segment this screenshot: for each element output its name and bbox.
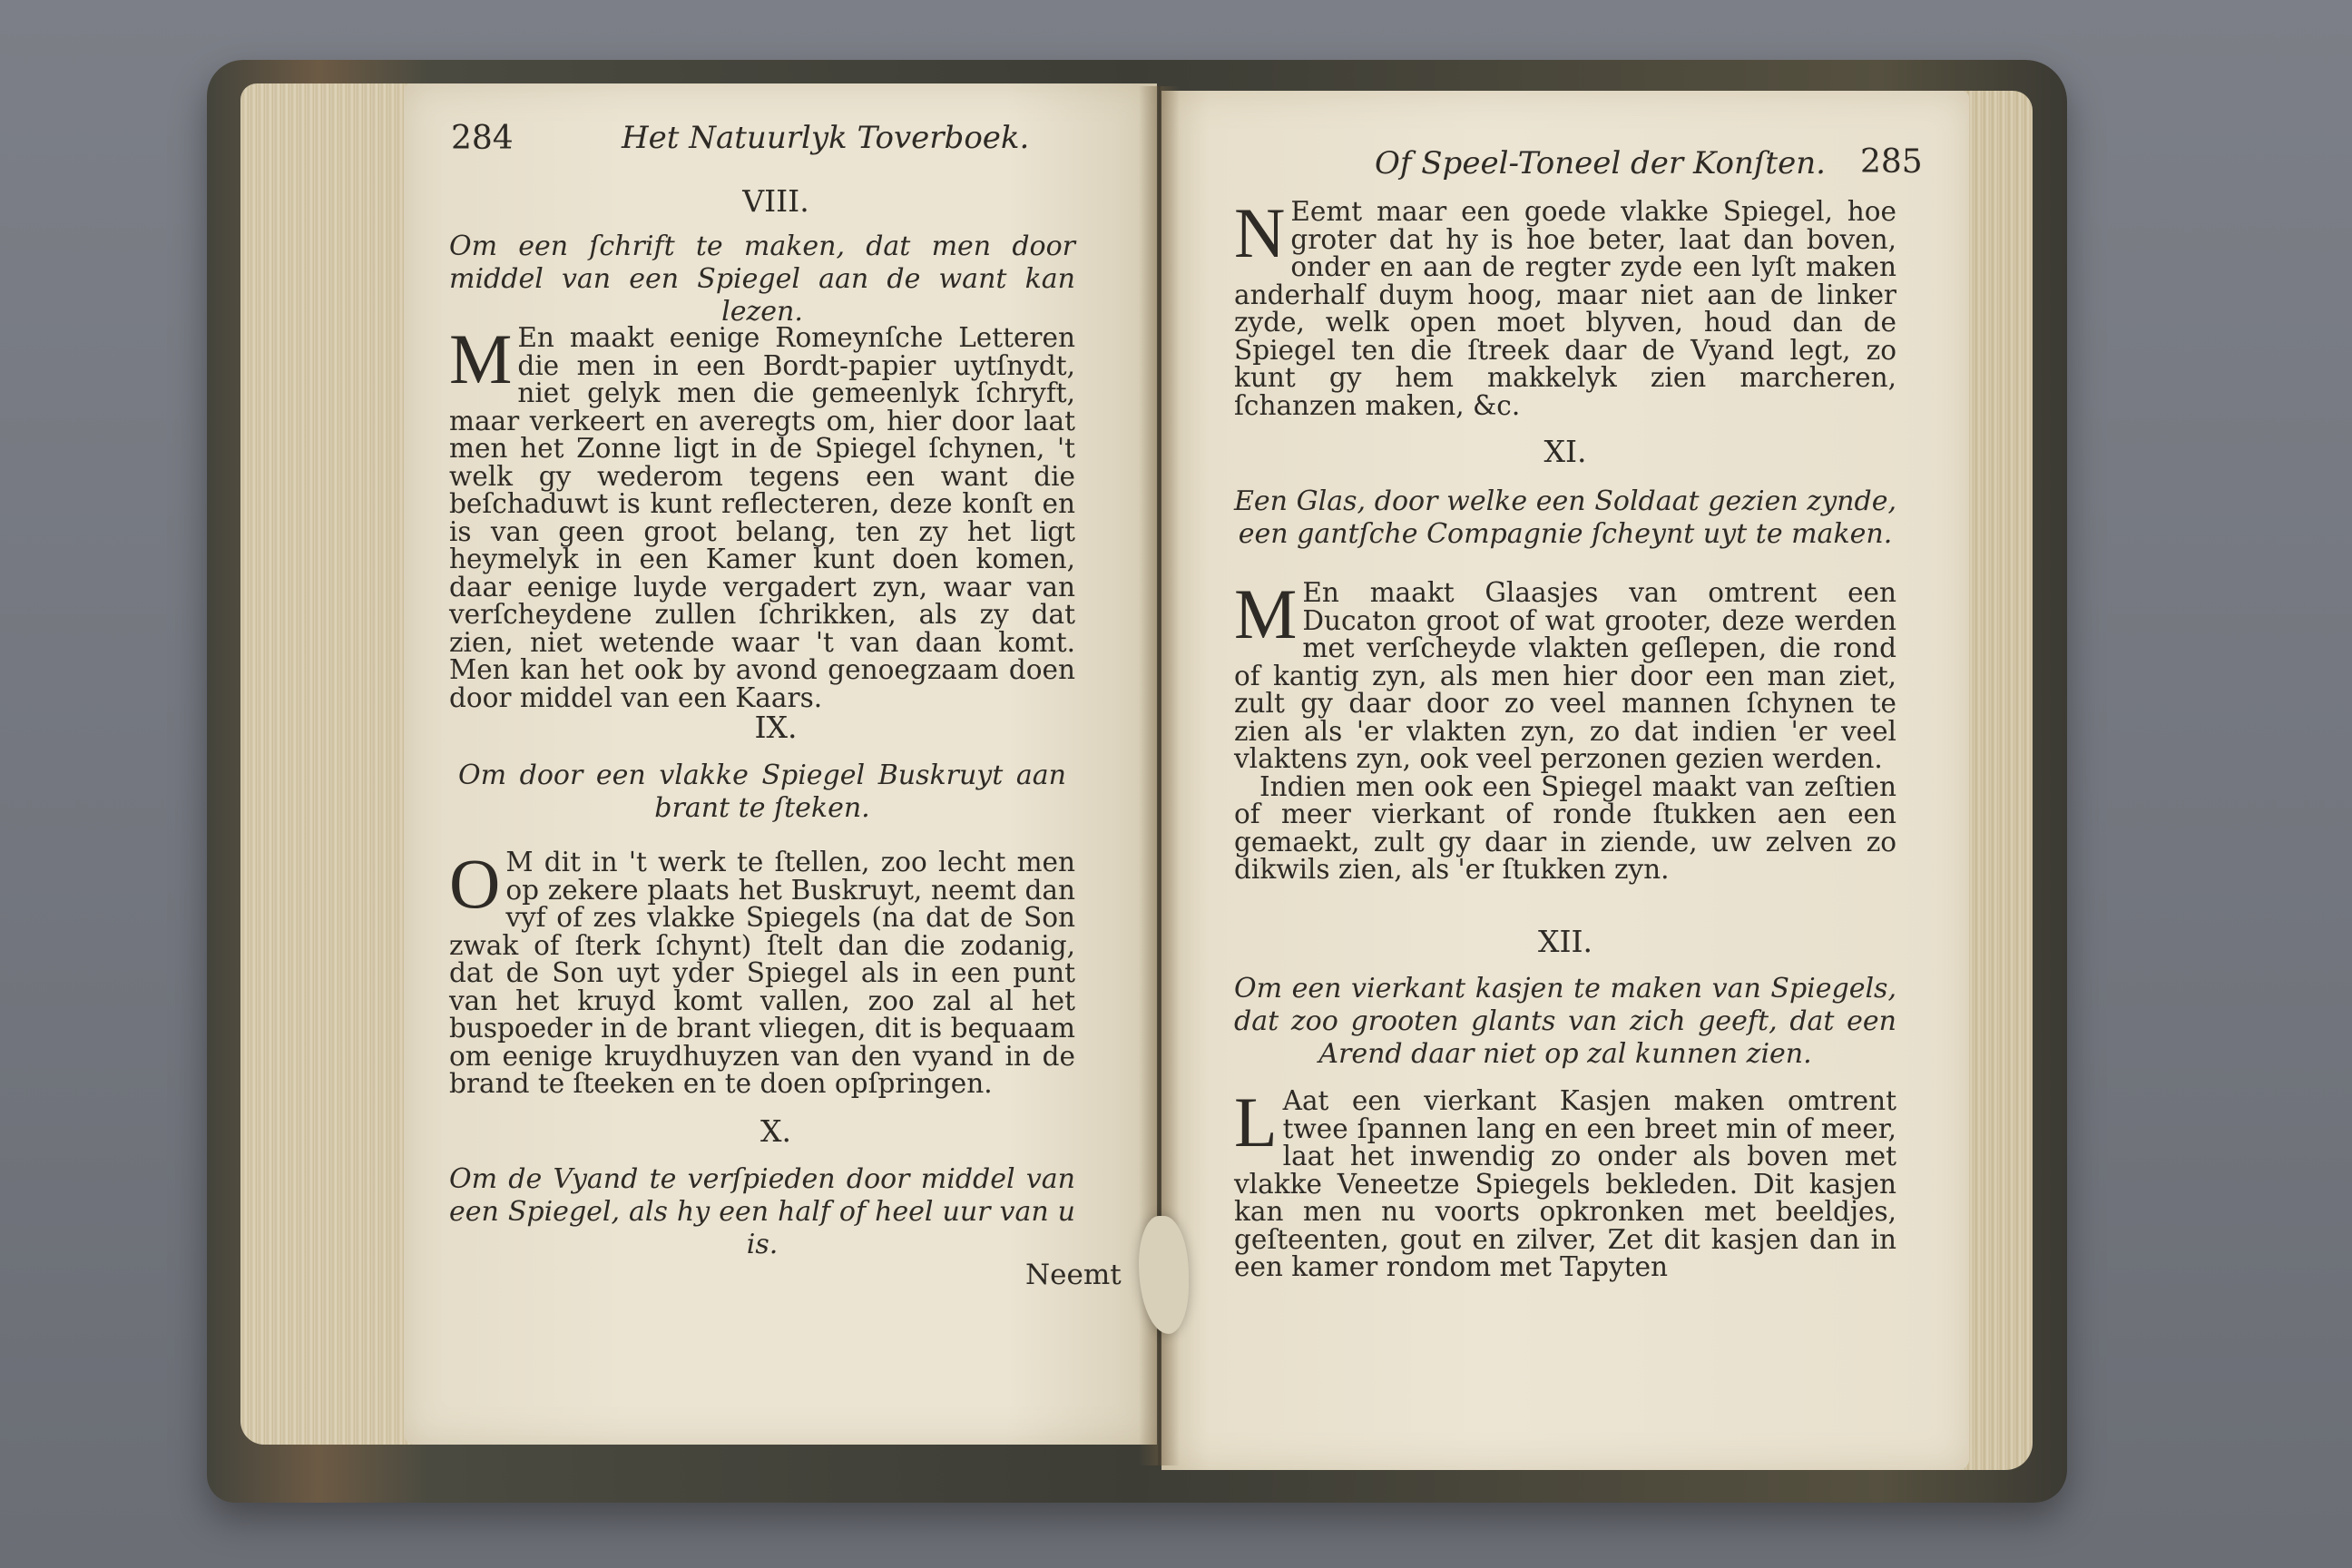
section-numeral: IX.: [754, 710, 798, 745]
section-caption: Om door een vlakke Spiegel Buskruyt aan brant te ſteken.: [458, 760, 1066, 824]
section-text: [449, 319, 1075, 713]
drop-capital: M: [1234, 574, 1298, 653]
drop-capital: L: [1234, 1083, 1278, 1161]
running-head-right: Of Speel-Toneel der Konſten.: [1375, 145, 1826, 181]
paragraph: Eemt maar een goede vlakke Spiegel, hoe groter dat hy is hoe beter, laat dan boven, onder en aan de regter zyde een lyſt maken anderhalf duym hoog, maar niet aan de linker zyde, welk open moet blyven, houd dan de Spiegel ten die ſtreek daar de Vyand legt, zo kunt gy hem makkelyk zien marcheren, ſchanzen maken, &c.: [1234, 196, 1896, 421]
section-text: [1234, 574, 1896, 885]
drop-capital: O: [449, 844, 501, 923]
intro-text: [1234, 193, 1896, 421]
section-caption: Om een vierkant kasjen te maken van Spiegels, dat zoo grooten glants van zich geeft, dat een Arend daar niet op zal kunnen zien.: [1234, 973, 1896, 1070]
paragraph: En maakt eenige Romeynſche Letteren die men in een Bordt-papier uytſnydt, niet gelyk men die gemeenlyk ſchryft, maar verkeert en averegts om, hier door laat men het Zonne ligt in de Spiegel ſchynen, 't welk gy wederom tegens een want die beſchaduwt is kunt reflecteren, deze konſt en is van geen groot belang, ten zy het ligt heymelyk in een Kamer kunt doen komen, daar eenige luyde vergadert zyn, waar van verſcheydene zullen ſchrikken, als zy dat zien, niet wetende waar 't van daan komt. Men kan het ook by avond genoegzaam doen door middel van een Kaars.: [449, 322, 1075, 713]
right-page: [1161, 91, 1969, 1470]
paragraph: M dit in 't werk te ſtellen, zoo lecht men op zekere plaats het Buskruyt, neemt dan vyf of zes vlakke Spiegels (na dat de Son zwak of ſterk ſchynt) ſtelt dan die zodanig, dat de Son uyt yder Spiegel als in een punt van het kruyd komt vallen, zoo zal al het buspoeder in de brant vliegen, dit is bequaam om eenige kruydhuyzen van den vyand in de brand te ſteeken en te doen opſpringen.: [449, 847, 1075, 1099]
catchword: Neemt: [1025, 1259, 1122, 1291]
section-caption: Een Glas, door welke een Soldaat gezien zynde, een gantſche Compagnie ſcheynt uyt te maken.: [1234, 485, 1896, 550]
drop-capital: M: [449, 319, 513, 398]
running-head-left: Het Natuurlyk Toverboek.: [622, 120, 1030, 156]
paragraph: Indien men ook een Spiegel maakt van zeſtien of meer vierkant of ronde ſtukken aen een gemaekt, zult gy daar in ziende, uw zelven zo dikwils zien, als 'er ſtukken zyn.: [1234, 770, 1896, 885]
section-numeral: XI.: [1544, 434, 1587, 469]
left-page-edges: [240, 83, 422, 1445]
section-numeral: XII.: [1537, 924, 1593, 959]
section-text: [449, 844, 1075, 1099]
section-numeral: X.: [760, 1113, 791, 1149]
paragraph: Aat een vierkant Kasjen maken omtrent twee ſpannen lang en een breet min of meer, laat het inwendig zo onder als boven met vlakke Veneetze Spiegels bekleden. Dit kasjen kan men nu voorts opkronken met beeldjes, geſteenten, gout en zilver, Zet dit kasjen dan in een kamer rondom met Tapyten: [1234, 1085, 1896, 1282]
section-caption: Om een ſchrift te maken, dat men door middel van een Spiegel aan de want kan lezen.: [449, 230, 1075, 328]
section-caption: Om de Vyand te verſpieden door middel van een Spiegel, als hy een half of heel uur van u is.: [449, 1163, 1075, 1260]
paragraph: En maakt Glaasjes van omtrent een Ducaton groot of wat grooter, deze werden met verſcheyde vlakten geſlepen, die rond of kantig zyn, als men hier door een man ziet, zult gy daar door zo veel mannen ſchynen te zien als 'er vlakten zyn, zo dat indien 'er veel vlaktens zyn, ook veel perzonen gezien werden.: [1234, 577, 1896, 774]
drop-capital: N: [1234, 193, 1286, 272]
left-page: [404, 83, 1157, 1445]
section-numeral: VIII.: [742, 183, 809, 219]
page-number-left: 284: [451, 120, 514, 157]
section-text: [1234, 1083, 1896, 1282]
page-number-right: 285: [1860, 143, 1923, 181]
